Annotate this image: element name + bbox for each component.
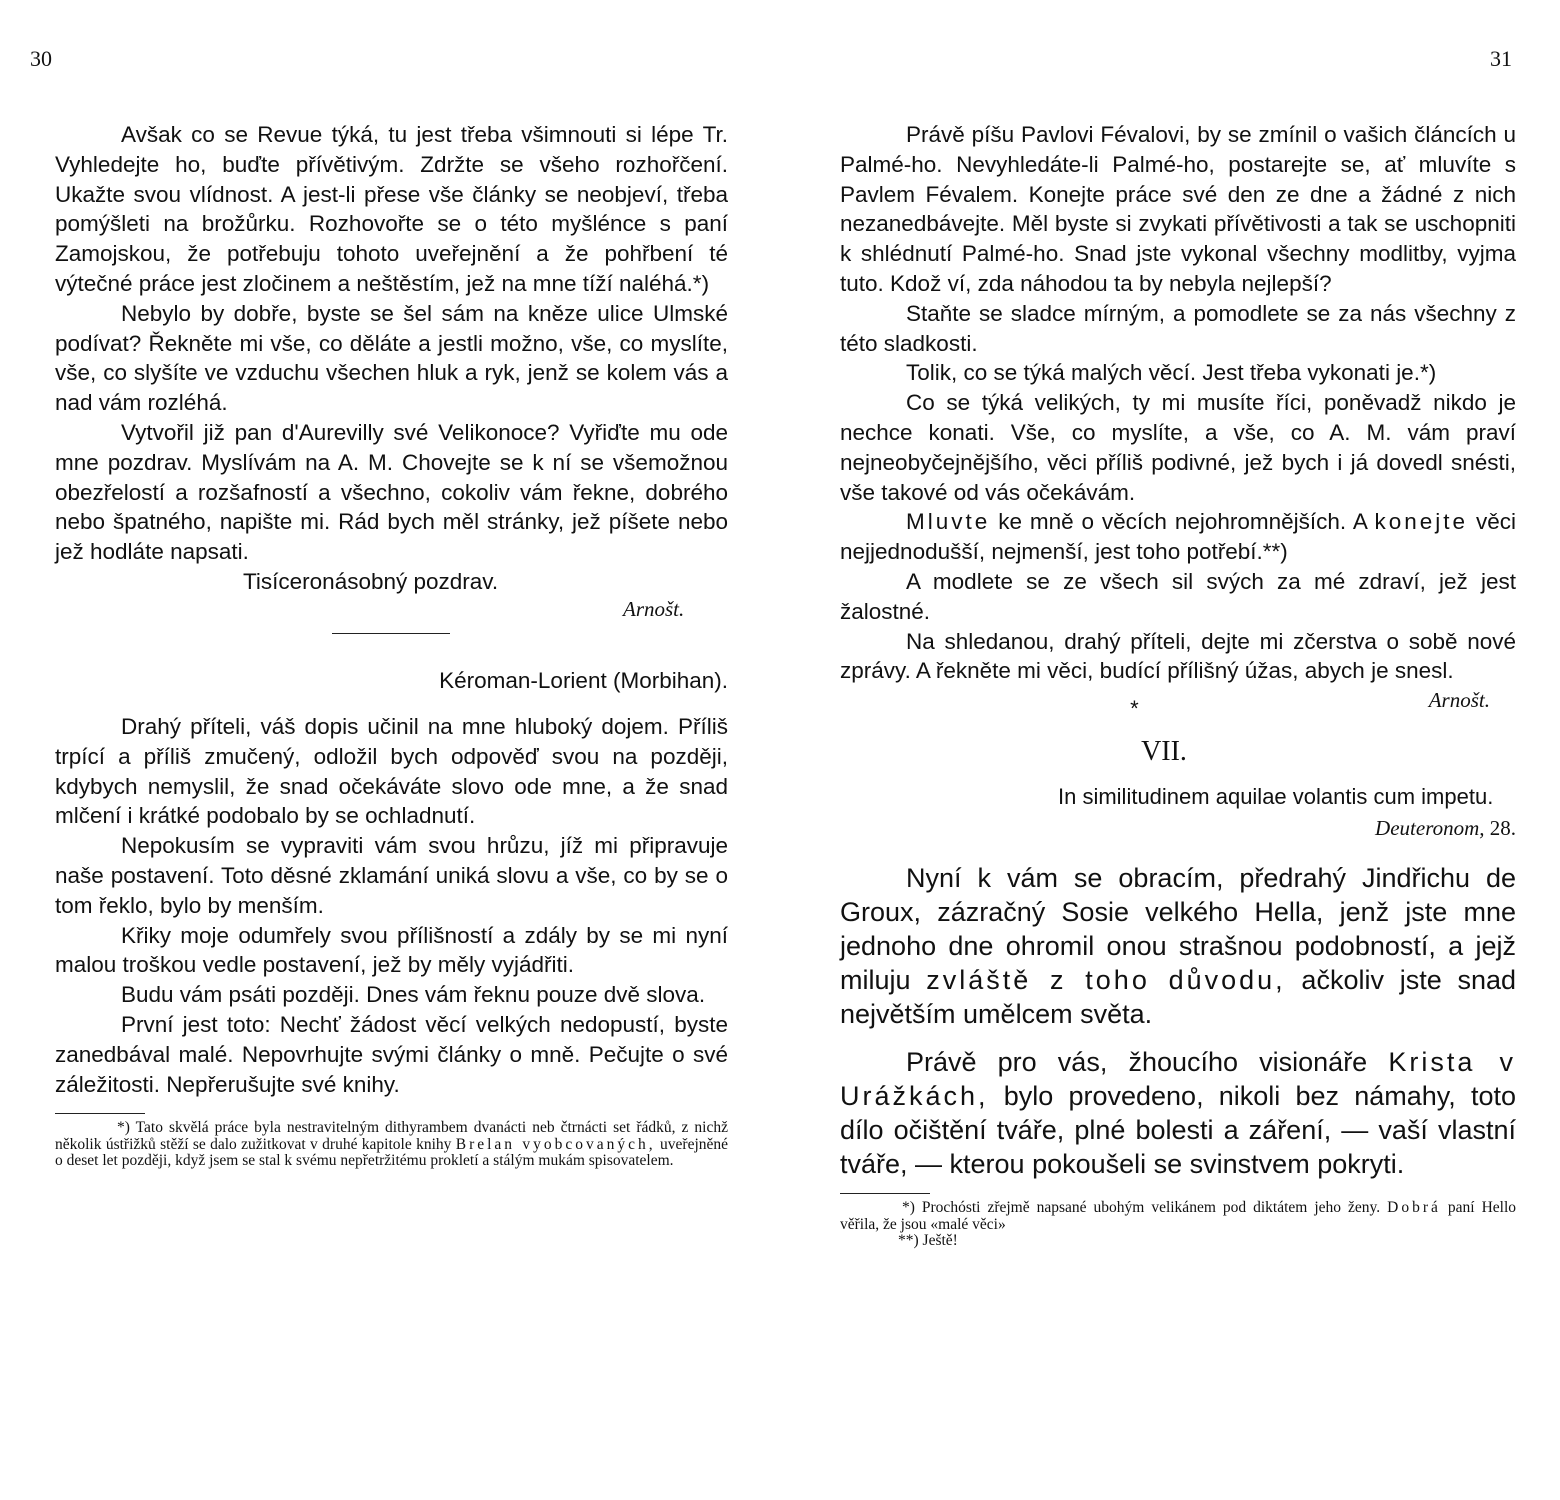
paragraph: Právě píšu Pavlovi Févalovi, by se zmínil o vašich článcích u Palmé-ho. Nevyhledáte-li Palmé-ho, postarejte se, ať mluvíte s Pavlem Févalem. Konejte práce své den ze dne a žádné z nich nezanedbávejte. Měl byste si zvykati přívětivosti a tak se uschopniti k shlédnutí Palmé-ho. Snad jste vykonal všechny modlitby, vyjma tuto. Kdož ví, zda náhodou ta by nebyla nejlepší? xyxy=(840,122,1516,296)
paragraph-large: Nyní k vám se obracím, předrahý Jindřichu de Groux, zázračný Sosie velkého Hella, jenž jste mne jednoho dne ohromil onou strašnou podobností, a jejž miluju zvláště z toho důvodu, ačkoliv jste snad největším umělcem světa. xyxy=(840,863,1516,1030)
paragraph: Mluvte ke mně o věcích nejohromnějších. A konejte věci nejjednodušší, nejmenší, jest toho potřebí.**) xyxy=(840,509,1516,565)
paragraph: Budu vám psáti později. Dnes vám řeknu pouze dvě slova. xyxy=(121,982,706,1008)
paragraph: Avšak co se Revue týká, tu jest třeba všimnouti si lépe Tr. Vyhledejte ho, buďte přívětivým. Zdržte se všeho rozhořčení. Ukažte svou vlídnost. A jest-li přese vše články se neobjeví, třeba pomýšleti na brožůrku. Rozhovořte se o této myšlénce s paní Zamojskou, že potřebuju tohoto uveřejnění a že pohřbení té výtečné práce jest zločinem a neštěstím, jež na mne tíží naléhá.*) xyxy=(55,122,728,296)
paragraph: A modlete se ze všech sil svých za mé zdraví, jež jest žalostné. xyxy=(840,568,1516,624)
footnote: **) Ještě! xyxy=(898,1232,958,1250)
paragraph: Co se týká velikých, ty mi musíte říci, poněvadž nikdo je nechce konati. Vše, co myslíte, a vše, co A. M. vám praví nejneobyčejnějšího, věci příliš podivné, jež bych i já dovedl snésti, vše takové od vás očekávám. xyxy=(840,390,1516,505)
footnote: *) Prochósti zřejmě napsané ubohým velikánem pod diktátem jeho ženy. Dobrá paní Hello věřila, že jsou «malé věci» xyxy=(840,1199,1517,1233)
page-number-right: 31 xyxy=(1490,46,1512,71)
footnote-divider xyxy=(55,1113,145,1114)
paragraph: Na shledanou, drahý příteli, dejte mi zčerstva o sobě nové zprávy. A řekněte mi věci, budící přílišný úžas, abych je snesl. Arnošt. xyxy=(840,627,1516,687)
signature: Arnošt. xyxy=(623,596,685,621)
paragraph: Křiky moje odumřely svou přílišností a zdály by se mi nyní malou troškou vedle postavení, jež by měly vyjádřiti. xyxy=(55,922,728,978)
footnote: *) Tato skvělá práce byla nestravitelným dithyrambem dvanácti neb čtrnácti set řádků, z nichž několik ústřižků stěží se dalo zužitkovat v druhé kapitole knihy Brelan vyobcovaných, uveřejněné o deset let později, když jsem se stal k svému nepřetržitému prokletí a stálým mukám spisovatelem. xyxy=(55,1119,729,1170)
section-divider xyxy=(332,633,450,634)
motto: In similitudinem aquilae volantis cum impetu. xyxy=(1058,784,1494,810)
left-page-column xyxy=(55,120,728,1170)
section-star: * xyxy=(1130,696,1139,722)
paragraph: Nebylo by dobře, byste se šel sám na kněze ulice Ulmské podívat? Řekněte mi vše, co děláte a jestli možno, vše, co myslíte, vše, co slyšíte ve vzduchu všechen hluk a ryk, jenž se kolem vás a nad vám rozléhá. xyxy=(55,300,728,416)
greeting: Tisíceronásobný pozdrav. xyxy=(243,568,499,594)
page-number-left: 30 xyxy=(30,46,52,71)
paragraph: Tolik, co se týká malých věcí. Jest třeba vykonati je.*) xyxy=(906,360,1437,386)
paragraph: Drahý příteli, váš dopis učinil na mne hluboký dojem. Příliš trpící a příliš zmučený, odložil bych odpověď svou na později, kdybych nemyslil, že snad očekáváte slovo ode mne, a že snad mlčení i krátké podobalo by se ochladnutí. xyxy=(55,713,728,829)
paragraph-large: Právě pro vás, žhoucího visionáře Krista v Urážkách, bylo provedeno, nikoli bez námahy, toto dílo očištění tváře, plné bolesti a záření, — vaší vlastní tváře, — kterou pokoušeli se svinstvem pokryti. xyxy=(840,1047,1516,1180)
paragraph: Staňte se sladce mírným, a pomodlete se za nás všechny z této sladkosti. xyxy=(840,300,1516,356)
footnote-divider xyxy=(840,1193,930,1194)
paragraph: Nepokusím se vypraviti vám svou hrůzu, jíž mi připravuje naše postavení. Toto děsné zklamání uniká slovu a vše, co by se o tom řeklo, bylo by menším. xyxy=(55,833,728,918)
chapter-heading: VII. xyxy=(1141,736,1187,768)
signature: Arnošt. xyxy=(1428,688,1490,713)
paragraph: První jest toto: Nechť žádost věcí velkých nedopustí, byste zanedbával malé. Nepovrhujte svými články o mně. Pečujte o své záležitosti. Nepřerušujte své knihy. xyxy=(55,1011,728,1097)
motto-source: Deuteronom, 28. xyxy=(1375,816,1516,841)
right-page-column xyxy=(840,120,1516,1250)
letter-closing xyxy=(55,567,728,627)
place-line: Kéroman-Lorient (Morbihan). xyxy=(439,667,728,693)
paragraph: Vytvořil již pan d'Aurevilly své Velikonoce? Vyřiďte mu ode mne pozdrav. Myslívám na A. M. Chovejte se k ní se všemožnou obezřelostí a rozšafností a všechno, cokoliv vám řekne, dobrého nebo špatného, napište mi. Rád bych měl stránky, jež píšete nebo jež hodláte napsati. xyxy=(55,419,728,565)
